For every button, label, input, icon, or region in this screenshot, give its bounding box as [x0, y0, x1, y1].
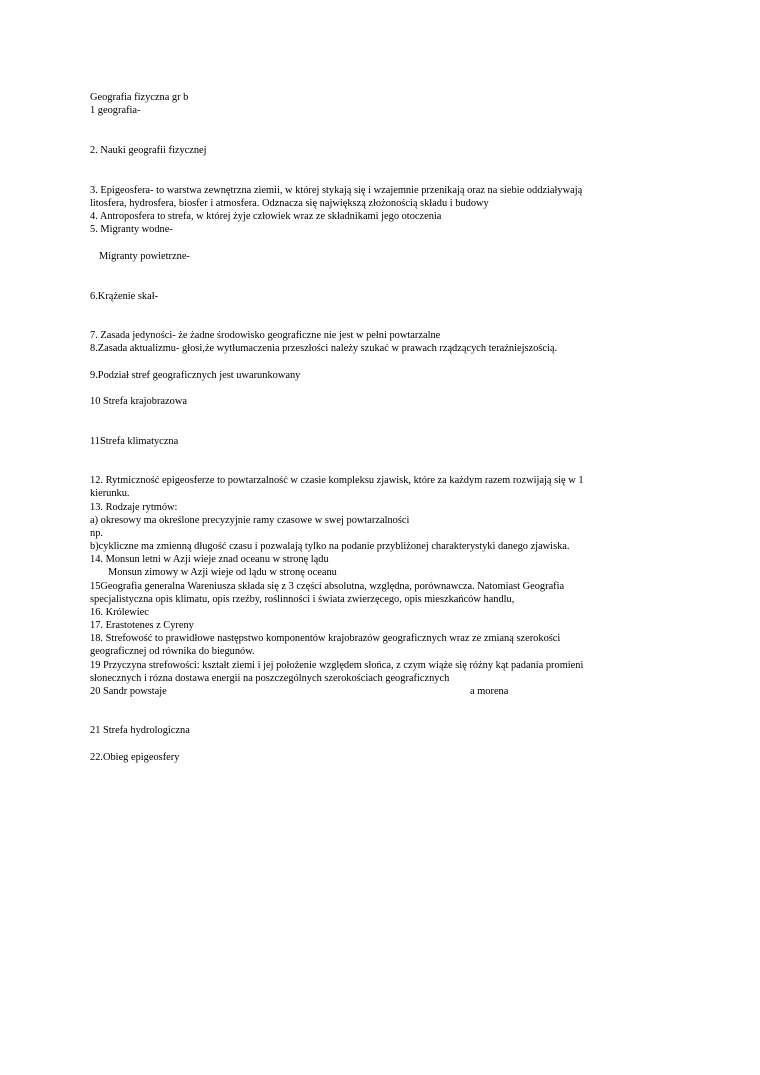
text-line-14a: 14. Monsun letni w Azji wieje znad oceanu w stronę lądu: [90, 554, 329, 565]
text-line-15b: specjalistyczna opis klimatu, opis rzeźby, roślinności i świata zwierzęcego, opis mieszkańców handlu,: [90, 594, 515, 605]
document-title: Geografia fizyczna gr b: [90, 92, 189, 103]
text-line-2: 2. Nauki geografii fizycznej: [90, 145, 207, 156]
text-line-17: 17. Erastotenes z Cyreny: [90, 620, 194, 631]
text-line-22: 22.Obieg epigeosfery: [90, 752, 180, 763]
text-line-9: 9.Podział stref geograficznych jest uwarunkowany: [90, 370, 301, 381]
text-line-19a: 19 Przyczyna strefowości: kształt ziemi i jej położenie względem słońca, z czym wiąże się różny kąt padania promieni: [90, 660, 584, 671]
text-line-4: 4. Antroposfera to strefa, w której żyje człowiek wraz ze składnikami jego otoczenia: [90, 211, 442, 222]
text-line-10: 10 Strefa krajobrazowa: [90, 396, 187, 407]
text-line-12a: 12. Rytmiczność epigeosferze to powtarzalność w czasie kompleksu zjawisk, które za każdym razem rozwijają się w 1: [90, 475, 584, 486]
text-line-5: 5. Migranty wodne-: [90, 224, 173, 235]
text-line-6: 6.Krążenie skał-: [90, 291, 159, 302]
text-line-20: 20 Sandr powstaje: [90, 686, 167, 697]
text-line-18b: geograficznej od równika do biegunów.: [90, 646, 255, 657]
text-line-5b: Migranty powietrzne-: [99, 251, 190, 262]
text-line-3a: 3. Epigeosfera- to warstwa zewnętrzna ziemii, w której stykają się i wzajemnie przenikają oraz na siebie oddziaływają: [90, 185, 583, 196]
text-line-7: 7. Zasada jedyności- że żadne środowisko geograficzne nie jest w pełni powtarzalne: [90, 330, 441, 341]
text-line-11: 11Strefa klimatyczna: [90, 436, 179, 447]
text-line-1: 1 geografia-: [90, 105, 141, 116]
text-line-18a: 18. Strefowość to prawidłowe następstwo komponentów krajobrazów geograficznych wraz ze zmianą szerokości: [90, 633, 561, 644]
text-line-15a: 15Geografia generalna Wareniusza składa się z 3 części absolutna, względna, porównawcza. Natomiast Geografia: [90, 581, 565, 592]
text-line-13a: a) okresowy ma określone precyzyjnie ramy czasowe w swej powtarzalności: [90, 515, 410, 526]
text-line-3b: litosfera, hydrosfera, biosfer i atmosfera. Odznacza się największą złożonością składu i budowy: [90, 198, 489, 209]
text-line-20b: a morena: [470, 686, 509, 697]
text-line-19b: słonecznych i rózna dostawa energii na poszczególnych szerokościach geograficznych: [90, 673, 450, 684]
text-line-8: 8.Zasada aktualizmu- głosi,że wytłumaczenia przeszłości należy szukać w prawach rządzących teraźniejszością.: [90, 343, 558, 354]
text-line-14b: Monsun zimowy w Azji wieje od lądu w stronę oceanu: [108, 567, 337, 578]
text-line-13: 13. Rodzaje rytmów:: [90, 502, 178, 513]
text-line-16: 16. Królewiec: [90, 607, 149, 618]
text-line-12b: kierunku.: [90, 488, 130, 499]
text-line-13b: b)cykliczne ma zmienną długość czasu i pozwalają tylko na podanie przybliżonej charakterystyki danego zjawiska.: [90, 541, 570, 552]
text-line-21: 21 Strefa hydrologiczna: [90, 725, 190, 736]
text-line-13np: np.: [90, 528, 103, 539]
